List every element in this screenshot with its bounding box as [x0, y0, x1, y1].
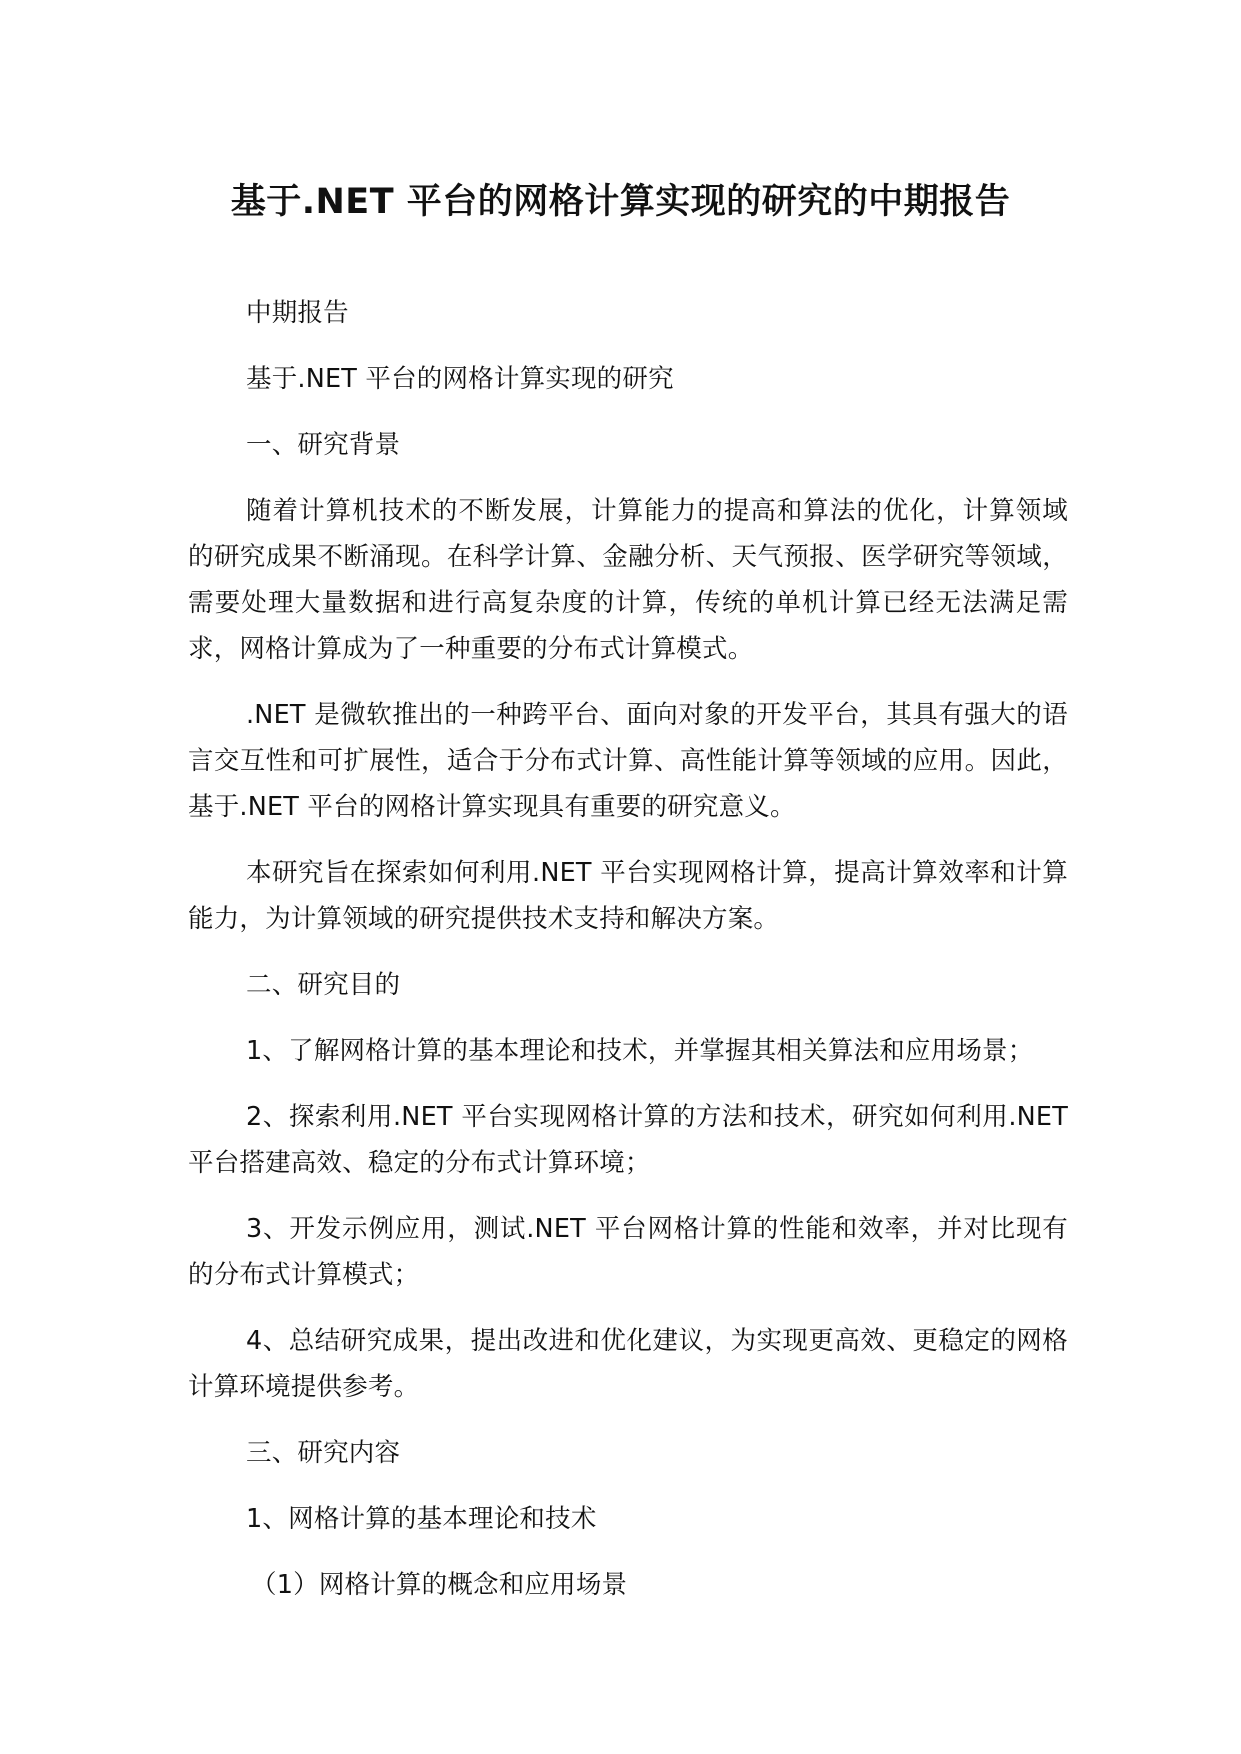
paragraph-report-label: 中期报告 — [246, 298, 349, 328]
content-subitem-1: （1）网格计算的概念和应用场景 — [251, 1570, 628, 1600]
content-item-1: 1、网格计算的基本理论和技术 — [246, 1504, 597, 1534]
paragraph-background-2: .NET 是微软推出的一种跨平台、面向对象的开发平台，其具有强大的语言交互性和可扩展性，适合于分布式计算、高性能计算等领域的应用。因此，基于.NET 平台的网格计算实现具有重要的研究意义。 — [188, 700, 1068, 822]
paragraph-background-3: 本研究旨在探索如何利用.NET 平台实现网格计算，提高计算效率和计算能力，为计算领域的研究提供技术支持和解决方案。 — [188, 858, 1068, 934]
document-title: 基于.NET 平台的网格计算实现的研究的中期报告 — [230, 182, 1011, 222]
purpose-item-3: 3、开发示例应用，测试.NET 平台网格计算的性能和效率，并对比现有的分布式计算模式； — [188, 1214, 1068, 1290]
purpose-item-1: 1、了解网格计算的基本理论和技术，并掌握其相关算法和应用场景； — [246, 1036, 1034, 1066]
paragraph-background-1: 随着计算机技术的不断发展，计算能力的提高和算法的优化，计算领域的研究成果不断涌现。在科学计算、金融分析、天气预报、医学研究等领域，需要处理大量数据和进行高复杂度的计算，传统的单机计算已经无法满足需求，网格计算成为了一种重要的分布式计算模式。 — [188, 496, 1068, 664]
purpose-item-4: 4、总结研究成果，提出改进和优化建议，为实现更高效、更稳定的网格计算环境提供参考。 — [188, 1326, 1068, 1402]
heading-research-background: 一、研究背景 — [246, 430, 401, 460]
heading-research-purpose: 二、研究目的 — [246, 970, 401, 1000]
paragraph-research-topic: 基于.NET 平台的网格计算实现的研究 — [246, 364, 674, 394]
purpose-item-2: 2、探索利用.NET 平台实现网格计算的方法和技术，研究如何利用.NET 平台搭建高效、稳定的分布式计算环境； — [188, 1102, 1068, 1178]
document-body — [188, 290, 1068, 1628]
heading-research-content: 三、研究内容 — [246, 1438, 401, 1468]
